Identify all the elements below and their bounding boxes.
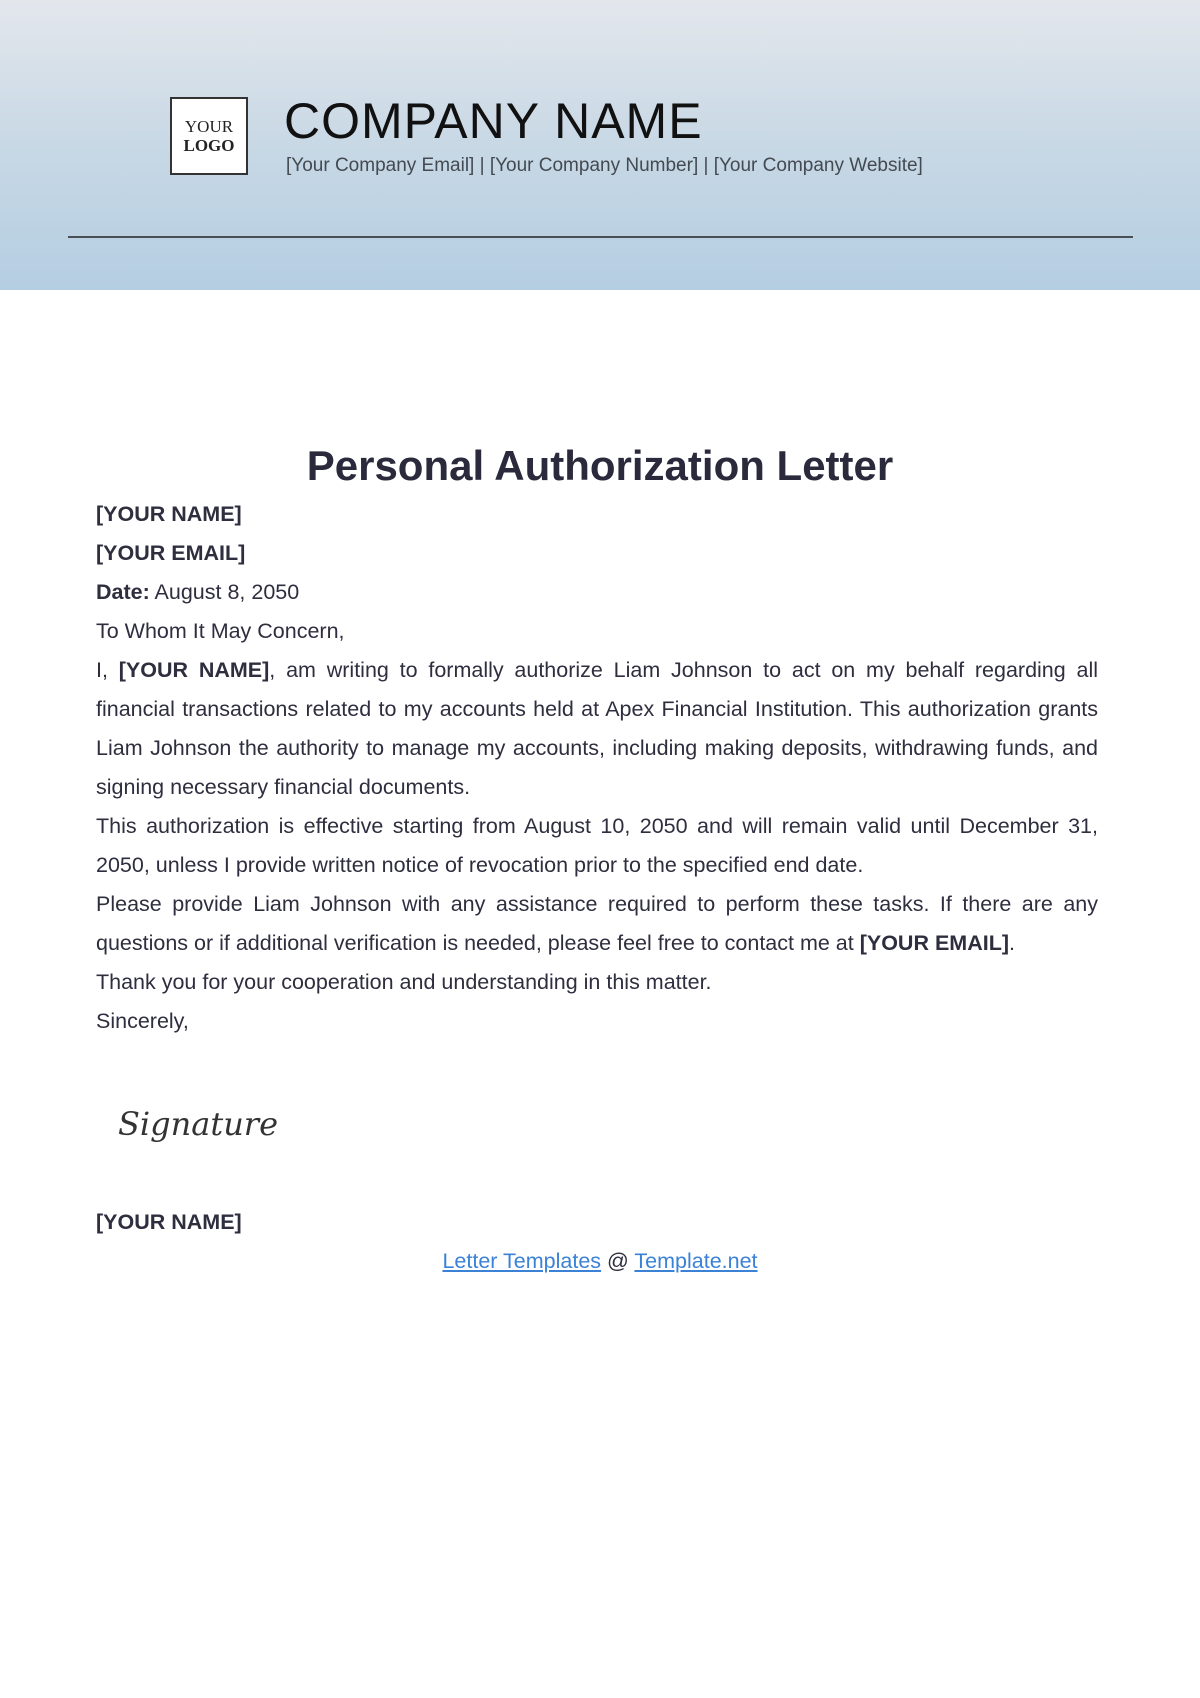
company-name: COMPANY NAME	[284, 93, 703, 149]
logo-text-bottom: LOGO	[183, 136, 235, 155]
logo-text-top: YOUR	[184, 117, 234, 136]
salutation: To Whom It May Concern,	[96, 619, 345, 643]
paragraph-validity: This authorization is effective starting from August 10, 2050 and will remain valid until December 31, 2050, unless I provide written notice of revocation prior to the specified end date.	[96, 814, 1098, 877]
p3-email: [YOUR EMAIL]	[859, 931, 1009, 955]
p1-prefix: I,	[96, 658, 119, 682]
p3-end: .	[1009, 931, 1015, 955]
letter-templates-link[interactable]: Letter Templates	[442, 1249, 602, 1273]
header-divider	[68, 236, 1133, 238]
paragraph-assistance	[96, 885, 1098, 963]
signature-name: [YOUR NAME]	[96, 1210, 242, 1234]
sender-name: [YOUR NAME]	[96, 502, 242, 526]
date-value: August 8, 2050	[149, 580, 300, 604]
signature-image: Signature	[118, 1105, 279, 1143]
p3-text: Please provide Liam Johnson with any assistance required to perform these tasks. If there are any questions or if additional verification is needed, please feel free to contact me at	[96, 892, 1098, 955]
paragraph-authorization	[96, 651, 1098, 807]
p1-text: , am writing to formally authorize Liam Johnson to act on my behalf regarding all financial transactions related to my accounts held at Apex Financial Institution. This authorization grants Liam Johnson the authority to manage my accounts, including making deposits, withdrawing funds, and signing necessary financial documents.	[96, 658, 1099, 799]
company-contact-line: [Your Company Email] | [Your Company Number] | [Your Company Website]	[286, 155, 923, 176]
date-line	[96, 573, 1098, 612]
company-logo	[170, 97, 248, 175]
template-net-link[interactable]: Template.net	[634, 1249, 758, 1273]
page-title: Personal Authorization Letter	[306, 442, 894, 489]
date-label: Date:	[96, 580, 150, 604]
footer-credit	[0, 1242, 1200, 1281]
closing-line: Sincerely,	[96, 1009, 189, 1033]
p1-name: [YOUR NAME]	[118, 658, 270, 682]
thanks-line: Thank you for your cooperation and understanding in this matter.	[96, 970, 712, 994]
footer-separator: @	[601, 1249, 635, 1273]
letter-body	[96, 495, 1098, 1041]
sender-email: [YOUR EMAIL]	[96, 541, 246, 565]
